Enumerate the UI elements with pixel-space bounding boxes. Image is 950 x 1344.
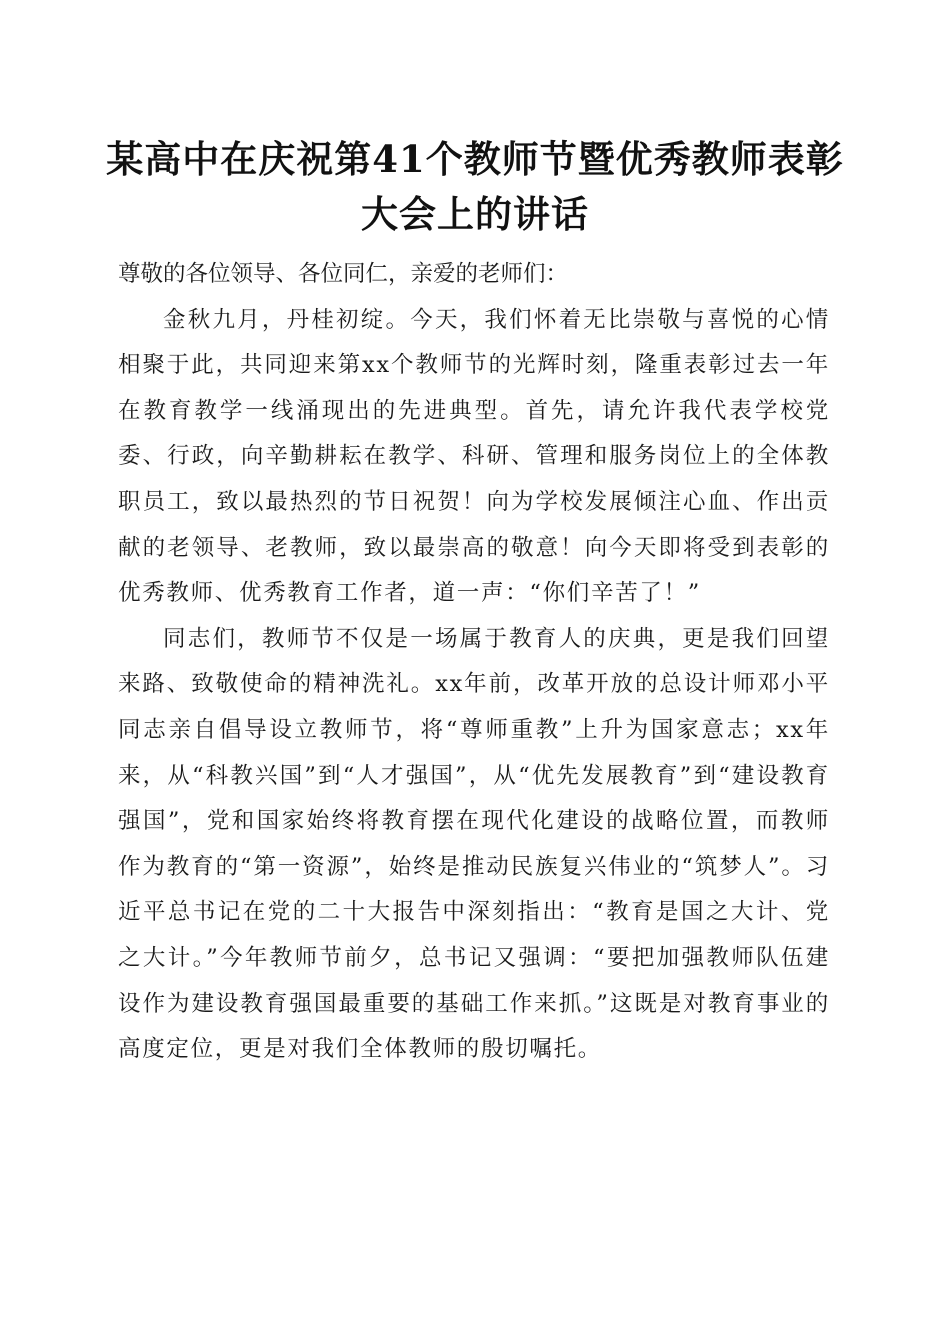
- salutation: 尊敬的各位领导、各位同仁，亲爱的老师们：: [118, 261, 569, 287]
- speech-body: [118, 252, 830, 1073]
- paragraph-1: 金秋九月，丹桂初绽。今天，我们怀着无比崇敬与喜悦的心情相聚于此，共同迎来第xx个教师节的光辉时刻，隆重表彰过去一年在教育教学一线涌现出的先进典型。首先，请允许我代表学校党委、行政，向辛勤耕耘在教学、科研、管理和服务岗位上的全体教职员工，致以最热烈的节日祝贺！向为学校发展倾注心血、作出贡献的老领导、老教师，致以最崇高的敬意！向今天即将受到表彰的优秀教师、优秀教育工作者，道一声：“你们辛苦了！”: [118, 306, 830, 607]
- title-line-1: 某高中在庆祝第41个教师节暨优秀教师表彰: [106, 137, 844, 181]
- paragraph-2: 同志们，教师节不仅是一场属于教育人的庆典，更是我们回望来路、致敬使命的精神洗礼。xx年前，改革开放的总设计师邓小平同志亲自倡导设立教师节，将“尊师重教”上升为国家意志；xx年来，从“科教兴国”到“人才强国”，从“优先发展教育”到“建设教育强国”，党和国家始终将教育摆在现代化建设的战略位置，而教师作为教育的“第一资源”，始终是推动民族复兴伟业的“筑梦人”。习近平总书记在党的二十大报告中深刻指出：“教育是国之大计、党之大计。”今年教师节前夕，总书记又强调：“要把加强教师队伍建设作为建设教育强国最重要的基础工作来抓。”这既是对教育事业的高度定位，更是对我们全体教师的殷切嘱托。: [118, 625, 830, 1063]
- title-line-2: 大会上的讲话: [361, 192, 589, 236]
- document-title: [100, 132, 850, 242]
